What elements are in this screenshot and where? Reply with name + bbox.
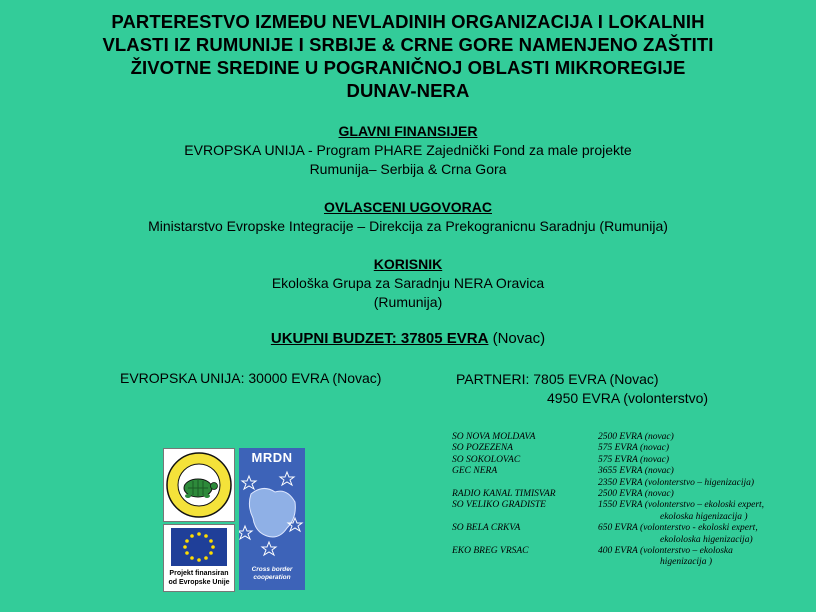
total-budget <box>0 330 816 347</box>
financier-line-2: Rumunija– Serbija & Crna Gora <box>309 161 507 177</box>
list-item <box>452 466 816 477</box>
financier-line-1: EVROPSKA UNIJA - Program PHARE Zajednički Fond za male projekte <box>184 142 632 158</box>
partner-name: SO NOVA MOLDAVA <box>452 432 536 442</box>
partner-amount-cont: higenizacija ) <box>660 557 712 568</box>
beneficiary-heading: KORISNIK <box>373 256 443 272</box>
beneficiary-line-1: Ekološka Grupa za Saradnju NERA Oravica <box>271 275 545 291</box>
title-line-4: DUNAV-NERA <box>346 80 470 101</box>
partners-contribution <box>456 370 708 408</box>
eu-contribution: EVROPSKA UNIJA: 30000 EVRA (Novac) <box>120 370 382 386</box>
contractor-line-1: Ministarstvo Evropske Integracije – Direkcija za Prekogranicnu Saradnju (Rumunija) <box>148 218 668 234</box>
mrdn-caption: Cross border cooperation <box>251 566 293 581</box>
partner-amount-cont: ekoloska higenizacija ) <box>660 511 748 522</box>
partner-name: RADIO KANAL TIMISVAR <box>452 489 556 500</box>
eu-caption <box>164 569 234 587</box>
partner-name: SO POZEZENA <box>452 443 513 454</box>
nera-oravita-logo <box>163 448 235 522</box>
partner-amount: 575 EVRA (novac) <box>598 454 670 465</box>
partner-amount: 650 EVRA (volonterstvo - ekoloski expert, <box>598 523 758 534</box>
eu-flag-logo <box>163 524 235 592</box>
turtle-icon <box>164 449 234 521</box>
total-budget-label: UKUPNI BUDZET: 37805 EVRA <box>270 330 489 347</box>
beneficiary-section <box>0 255 816 312</box>
partner-amount: 2500 EVRA (novac) <box>598 489 674 500</box>
mrdn-label: MRDN <box>251 450 293 465</box>
title-line-3: ŽIVOTNE SREDINE U POGRANIČNOJ OBLASTI MIKROREGIJE <box>130 57 686 78</box>
beneficiary-line-2: (Rumunija) <box>373 294 443 310</box>
total-budget-note: (Novac) <box>492 330 546 347</box>
list-item <box>452 443 816 454</box>
list-item <box>452 546 816 569</box>
financier-section <box>0 122 816 179</box>
partner-amount-group <box>598 546 733 569</box>
partner-amount: 2350 EVRA (volonterstvo – higenizacija) <box>598 477 755 488</box>
partner-amount: 3655 EVRA (novac) <box>598 466 674 477</box>
title-line-1: PARTERESTVO IZMEĐU NEVLADINIH ORGANIZACIJA I LOKALNIH <box>111 11 705 32</box>
partners-list <box>452 432 816 569</box>
partner-amount: 1550 EVRA (volonterstvo – ekoloski expert, <box>598 500 765 511</box>
eu-caption-line-1: Projekt finansiran <box>169 570 229 577</box>
partner-name: SO SOKOLOVAC <box>452 454 521 465</box>
partners-line-1: PARTNERI: 7805 EVRA (Novac) <box>456 371 659 387</box>
partners-line-2: 4950 EVRA (volonterstvo) <box>547 390 709 406</box>
list-item <box>452 455 816 466</box>
map-icon <box>239 466 305 564</box>
financier-heading: GLAVNI FINANSIJER <box>338 123 478 139</box>
eu-stars-icon <box>171 528 227 566</box>
partner-amount: 575 EVRA (novac) <box>598 443 670 454</box>
contractor-section <box>0 198 816 236</box>
main-title <box>20 10 796 102</box>
mrdn-logo <box>239 448 305 590</box>
list-item <box>452 478 816 489</box>
partner-name: GEC NERA <box>452 466 498 477</box>
partner-amount-cont: ekololoska higenizacija) <box>660 534 753 545</box>
list-item <box>452 523 816 546</box>
partner-amount-group <box>598 523 758 546</box>
partner-amount: 400 EVRA (volonterstvo – ekoloska <box>598 546 733 557</box>
list-item <box>452 500 816 523</box>
partner-amount: 2500 EVRA (novac) <box>598 432 674 442</box>
partner-amount-group <box>598 500 764 523</box>
partner-name <box>452 478 598 489</box>
partner-name: EKO BREG VRSAC <box>452 546 529 557</box>
partner-name: SO BELA CRKVA <box>452 523 521 534</box>
eu-flag <box>171 528 227 566</box>
list-item <box>452 489 816 500</box>
eu-caption-line-2: od Evropske Unije <box>168 579 230 586</box>
list-item <box>452 432 816 443</box>
title-line-2: VLASTI IZ RUMUNIJE I SRBIJE & CRNE GORE NAMENJENO ZAŠTITI <box>102 34 714 55</box>
contractor-heading: OVLASCENI UGOVORAC <box>323 199 492 215</box>
partner-name: SO VELIKO GRADISTE <box>452 500 546 511</box>
